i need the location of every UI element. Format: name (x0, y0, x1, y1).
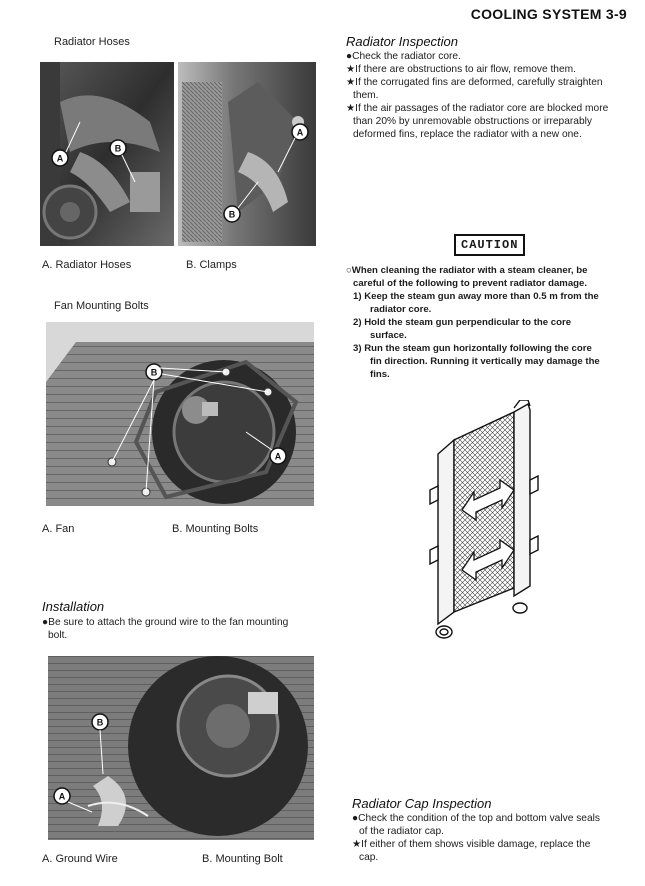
radiator-inspection-title: Radiator Inspection (346, 34, 459, 49)
caution-line: 2) Hold the steam gun perpendicular to the core (353, 317, 572, 328)
installation-text (42, 616, 288, 642)
installation-line: bolt. (48, 630, 68, 641)
radiator-cap-text (352, 812, 600, 864)
radiator-diagram (410, 400, 546, 650)
installation-line: ●Be sure to attach the ground wire to the fan mounting (42, 617, 289, 628)
fig1-title: Radiator Hoses (54, 36, 130, 48)
fig2-title: Fan Mounting Bolts (54, 300, 149, 312)
caution-line: careful of the following to prevent radiator damage. (353, 278, 588, 289)
fig1-caption-a: A. Radiator Hoses (42, 259, 132, 271)
radiator-hoses-photo-right (178, 62, 316, 246)
cap-line: ●Check the condition of the top and bottom valve seals (352, 813, 600, 824)
inspection-line: ★If there are obstructions to air flow, remove them. (346, 64, 576, 75)
fig2-caption-b: B. Mounting Bolts (172, 523, 259, 535)
cap-line: ★If either of them shows visible damage, replace the (352, 839, 591, 850)
caution-line: radiator core. (370, 304, 432, 315)
callout-b-label: B (228, 209, 236, 220)
installation-title: Installation (42, 599, 105, 614)
caution-line: ○When cleaning the radiator with a steam cleaner, be (346, 265, 588, 276)
fan-mounting-photo (46, 322, 314, 506)
inspection-line: them. (353, 90, 379, 101)
cap-line: of the radiator cap. (359, 826, 444, 837)
inspection-line: ●Check the radiator core. (346, 51, 461, 62)
inspection-line: deformed fins, replace the radiator with a new one. (353, 129, 582, 140)
page-header: COOLING SYSTEM 3-9 (470, 6, 627, 22)
caution-line: 3) Run the steam gun horizontally following the core (353, 343, 592, 354)
cap-line: cap. (359, 852, 379, 863)
fig1-caption-b: B. Clamps (186, 259, 237, 271)
radiator-inspection-text (346, 50, 608, 141)
caution-text (346, 264, 600, 381)
inspection-line: ★If the corrugated fins are deformed, carefully straighten (346, 77, 603, 88)
callout-b-label: B (150, 367, 158, 378)
callout-a-label: A (296, 127, 304, 138)
inspection-line: ★If the air passages of the radiator core are blocked more (346, 103, 609, 114)
caution-line: fins. (370, 369, 390, 380)
inspection-line: than 20% by unremovable obstructions or irreparably (353, 116, 592, 127)
fig2-caption-a: A. Fan (42, 523, 75, 535)
callout-a-label: A (274, 451, 282, 462)
caution-line: 1) Keep the steam gun away more than 0.5 m from the (353, 291, 599, 302)
radiator-cap-title: Radiator Cap Inspection (352, 796, 492, 811)
callout-a-label: A (58, 791, 66, 802)
callout-b-label: B (114, 143, 122, 154)
radiator-hoses-photo-left (40, 62, 174, 246)
callout-a-label: A (56, 153, 64, 164)
ground-wire-photo (48, 656, 314, 840)
caution-line: fin direction. Running it vertically may damage the (370, 356, 600, 367)
fig3-caption-a: A. Ground Wire (42, 853, 118, 865)
fig3-caption-b: B. Mounting Bolt (202, 853, 283, 865)
callout-b-label: B (96, 717, 104, 728)
caution-line: surface. (370, 330, 407, 341)
caution-label: CAUTION (454, 234, 525, 256)
